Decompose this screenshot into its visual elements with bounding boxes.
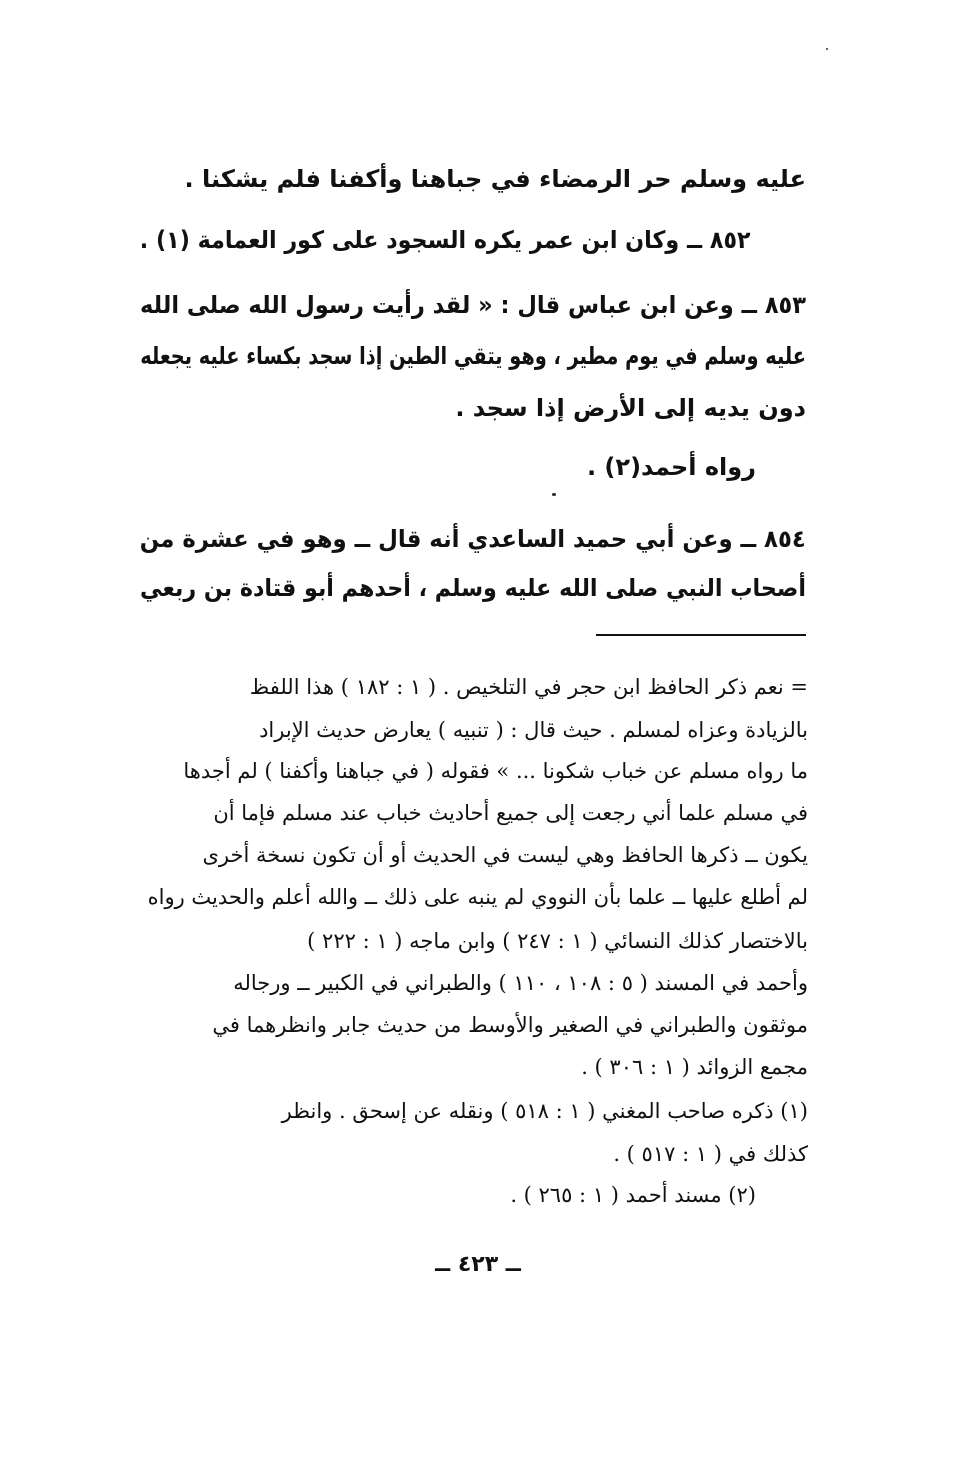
hadith-854: ٨٥٤ ــ وعن أبي حميد الساعدي أنه قال ــ وهو في عشرة من	[140, 525, 806, 553]
footnote-line: مجمع الزوائد ( ١ : ٣٠٦ ) .	[581, 1055, 808, 1079]
footnote-line: بالزيادة وعزاه لمسلم . حيث قال : ( تنبيه ) يعارض حديث الإبراد	[259, 718, 808, 742]
footnote-line: كذلك في ( ١ : ٥١٧ ) .	[613, 1142, 808, 1166]
footnote-line: = نعم ذكر الحافظ ابن حجر في التلخيص . ( ١ : ١٨٢ ) هذا اللفظ	[249, 675, 808, 699]
footnote-line: لم أطلع عليها ــ علما بأن النووي لم ينبه على ذلك ــ والله أعلم والحديث رواه	[147, 885, 808, 909]
footnote-line: بالاختصار كذلك النسائي ( ١ : ٢٤٧ ) وابن ماجه ( ١ : ٢٢٢ )	[307, 929, 808, 953]
print-speck	[552, 493, 556, 496]
hadith-853: ٨٥٣ ــ وعن ابن عباس قال : « لقد رأيت رسول الله صلى الله	[139, 291, 806, 319]
hadith-852: ٨٥٢ ــ وكان ابن عمر يكره السجود على كور العمامة (١) .	[140, 226, 751, 254]
main-text-line: عليه وسلم في يوم مطير ، وهو يتقي الطين إذا سجد بكساء عليه يجعله	[140, 342, 806, 370]
attribution-line: رواه أحمد(٢) .	[586, 453, 756, 481]
page-number: ــ ٤٢٣ ــ	[435, 1252, 521, 1277]
footnote-line: ما رواه مسلم عن خباب شكونا ... » فقوله ( في جباهنا وأكفنا ) لم أجدها	[183, 759, 808, 783]
main-text-line: أصحاب النبي صلى الله عليه وسلم ، أحدهم أبو قتادة بن ربعي	[140, 574, 806, 602]
footnote-line: في مسلم علما أني رجعت إلى جميع أحاديث خباب عند مسلم فإما أن	[213, 801, 808, 825]
footnote-line: يكون ــ ذكرها الحافظ وهي ليست في الحديث أو أن تكون نسخة أخرى	[202, 843, 808, 867]
main-text-line: دون يديه إلى الأرض إذا سجد .	[455, 394, 806, 422]
footnote-2: (٢) مسند أحمد ( ١ : ٢٦٥ ) .	[510, 1183, 756, 1207]
print-speck	[826, 48, 828, 50]
footnote-line: وأحمد في المسند ( ٥ : ١٠٨ ، ١١٠ ) والطبراني في الكبير ــ ورجاله	[233, 971, 808, 995]
footnote-1: (١) ذكره صاحب المغني ( ١ : ٥١٨ ) ونقله عن إسحق . وانظر	[281, 1099, 808, 1123]
footnote-line: موثقون والطبراني في الصغير والأوسط من حديث جابر وانظرهما في	[212, 1013, 808, 1037]
main-text-line: عليه وسلم حر الرمضاء في جباهنا وأكفنا فلم يشكنا .	[184, 165, 806, 193]
footnote-divider	[596, 634, 806, 636]
